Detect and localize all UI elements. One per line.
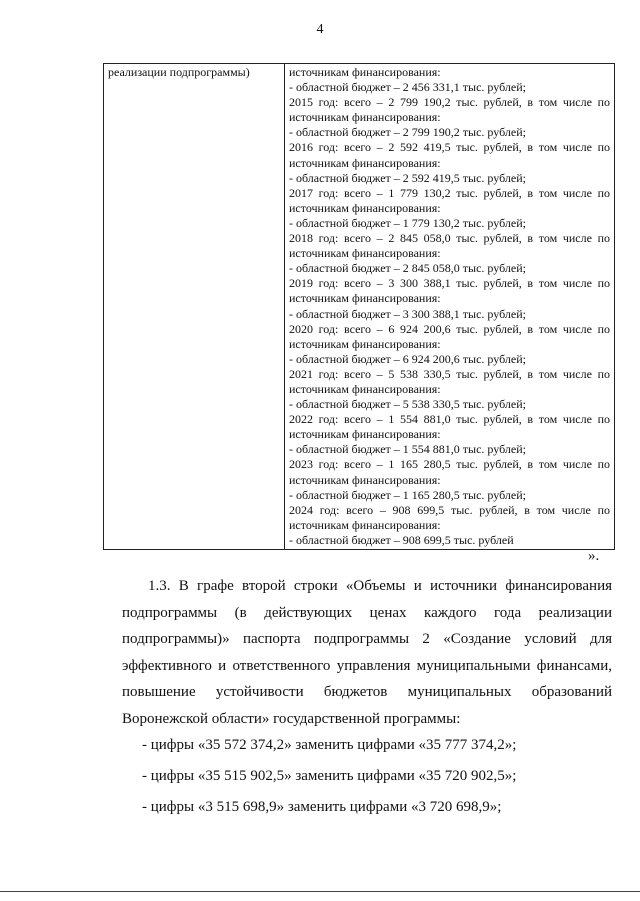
financing-line: - областной бюджет – 2 845 058,0 тыс. рублей; [289,261,526,276]
financing-line: 2021 год: всего – 5 538 330,5 тыс. рублей, в том числе по [289,366,610,381]
footer-rule [0,891,640,892]
financing-line: 2016 год: всего – 2 592 419,5 тыс. рублей, в том числе по [289,140,610,155]
financing-line: источникам финансирования: [289,110,441,125]
financing-line: - областной бюджет – 2 592 419,5 тыс. рублей; [289,170,526,185]
amendment-bullets [142,730,516,823]
table-left-cell: реализации подпрограммы) [104,64,285,550]
financing-line: 2019 год: всего – 3 300 388,1 тыс. рублей, в том числе по [289,276,610,291]
financing-line: - областной бюджет – 908 699,5 тыс. рублей [289,532,514,547]
financing-line: - областной бюджет – 2 799 190,2 тыс. рублей; [289,125,526,140]
list-item: - цифры «35 515 902,5» заменить цифрами «35 720 902,5»; [142,768,517,784]
paragraph-line: подпрограммы (в действующих ценах каждого года реализации [122,604,612,621]
financing-line: - областной бюджет – 3 300 388,1 тыс. рублей; [289,306,526,321]
list-item: - цифры «35 572 374,2» заменить цифрами «35 777 374,2»; [142,737,517,753]
paragraph-line: Воронежской области» государственной программы: [122,710,461,727]
financing-line: источникам финансирования: [289,200,441,215]
closing-quote: ». [588,548,600,564]
financing-line: 2017 год: всего – 1 779 130,2 тыс. рублей, в том числе по [289,185,610,200]
financing-line: - областной бюджет – 6 924 200,6 тыс. рублей; [289,351,526,366]
financing-line: - областной бюджет – 1 779 130,2 тыс. рублей; [289,215,526,230]
table-row [104,64,615,550]
financing-line: 2018 год: всего – 2 845 058,0 тыс. рублей, в том числе по [289,231,610,246]
financing-table [103,63,615,550]
financing-line: 2022 год: всего – 1 554 881,0 тыс. рублей, в том числе по [289,412,610,427]
paragraph-line: подпрограммы)» паспорта подпрограммы 2 «Создание условий для [122,631,612,647]
financing-lines [289,65,610,548]
financing-line: 2024 год: всего – 908 699,5 тыс. рублей, в том числе по [289,502,610,517]
financing-line: 2020 год: всего – 6 924 200,6 тыс. рублей, в том числе по [289,321,610,336]
financing-line: 2023 год: всего – 1 165 280,5 тыс. рублей, в том числе по [289,457,610,472]
financing-line: - областной бюджет – 1 554 881,0 тыс. рублей; [289,442,526,457]
financing-line: источникам финансирования: [289,246,441,261]
amendment-paragraph [122,573,612,732]
paragraph-line: эффективного и ответственного управления муниципальными финансами, [122,657,612,674]
paragraph-line: повышение устойчивости бюджетов муниципальных образований [122,684,612,700]
paragraph-line: 1.3. В графе второй строки «Объемы и источники финансирования [148,578,612,594]
financing-line: - областной бюджет – 5 538 330,5 тыс. рублей; [289,397,526,412]
financing-line: источникам финансирования: [289,336,441,351]
financing-line: источникам финансирования: [289,427,441,442]
list-item: - цифры «3 515 698,9» заменить цифрами «3 720 698,9»; [142,799,502,815]
financing-line: источникам финансирования: [289,65,441,79]
financing-line: - областной бюджет – 2 456 331,1 тыс. рублей; [289,80,526,95]
financing-line: источникам финансирования: [289,472,441,487]
financing-line: источникам финансирования: [289,517,441,532]
page-number: 4 [316,22,324,37]
financing-line: - областной бюджет – 1 165 280,5 тыс. рублей; [289,487,526,502]
financing-line: источникам финансирования: [289,291,441,306]
table-right-cell [285,64,615,550]
financing-line: источникам финансирования: [289,381,441,396]
financing-line: 2015 год: всего – 2 799 190,2 тыс. рублей, в том числе по [289,95,610,110]
financing-line: источникам финансирования: [289,155,441,170]
